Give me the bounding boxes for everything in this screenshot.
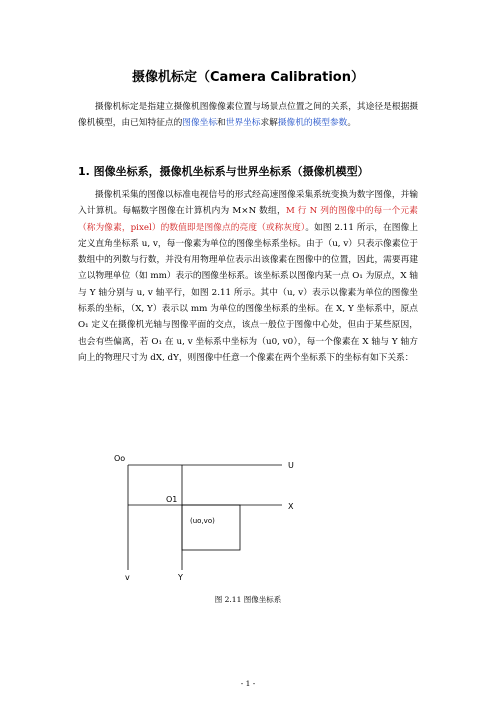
label-o1: O1 bbox=[166, 495, 178, 504]
label-x: X bbox=[288, 502, 294, 511]
label-u: U bbox=[288, 461, 294, 470]
image-coordinate-figure bbox=[100, 452, 320, 588]
coordinate-diagram bbox=[100, 452, 320, 584]
figure-caption: 图 2.11 图像坐标系 bbox=[214, 595, 282, 604]
intro-run: 摄像机标定是指建立摄像机图像像素位置与场景点位置之间的关系，其途径是根据摄像机模型，由已知特征点的 bbox=[78, 102, 418, 129]
label-uv0: (uo,vo) bbox=[190, 517, 215, 525]
label-y: Y bbox=[178, 573, 183, 582]
body-run: 。如图 2.11 所示，在图像上定义直角坐标系 u, v，每一像素为单位的图像坐标系坐标。由于（u, v）只表示像素位于数组中的列数与行数，并没有用物理单位表示出该像素在图像中的位置，因此，需要再建立以物理单位（如 mm）表示的图像坐标系。该坐标系以图像内某一点 O₁ 为原点，X 轴与 Y 轴分别与 u, v 轴平行，如图 2.11 所示。其中（u, v）表示以像素为单位的图像坐标系的坐标，（X, Y）表示以 mm 为单位的图像坐标系的坐标。在 X, Y 坐标系中，原点 O₁ 定义在摄像机光轴与图像平面的交点，该点一般位于图像中心处，但由于某些原因，也会有些偏离，若 O₁ 在 u, v 坐标系中坐标为（u0, v0），每一个像素在 X 轴与 Y 轴方向上的物理尺寸为 dX, dY，则图像中任意一个像素在两个坐标系下的坐标有如下关系： bbox=[78, 222, 418, 363]
body-run: 摄像机采集的图像以标准电视信号的形式经高速图像采集系统变换为数字图像，并输入计算机。每幅数字图像在计算机内为 M×N 数组， bbox=[78, 190, 418, 217]
section-heading: 1. 图像坐标系，摄像机坐标系与世界坐标系（摄像机模型） bbox=[78, 165, 369, 178]
intro-run: 求解 bbox=[260, 118, 278, 129]
intro-run: 摄像机的模型参数 bbox=[277, 118, 348, 129]
body-paragraph bbox=[78, 187, 418, 366]
intro-run: 图像坐标 bbox=[182, 118, 217, 129]
intro-run: 。 bbox=[347, 118, 356, 129]
label-oo: Oo bbox=[114, 454, 126, 463]
intro-run: 世界坐标 bbox=[225, 118, 261, 129]
page-number: - 1 - bbox=[240, 679, 256, 688]
intro-run: 和 bbox=[217, 118, 226, 129]
intro-paragraph bbox=[78, 99, 418, 132]
image-rectangle bbox=[182, 505, 240, 550]
body-run: M 行 N 列的图像中的每一个元素（称为像素，pixel）的数值即是图像点的亮度（或称灰度） bbox=[78, 206, 418, 233]
page-title: 摄像机标定（Camera Calibration） bbox=[132, 70, 364, 85]
label-v: v bbox=[125, 573, 130, 582]
